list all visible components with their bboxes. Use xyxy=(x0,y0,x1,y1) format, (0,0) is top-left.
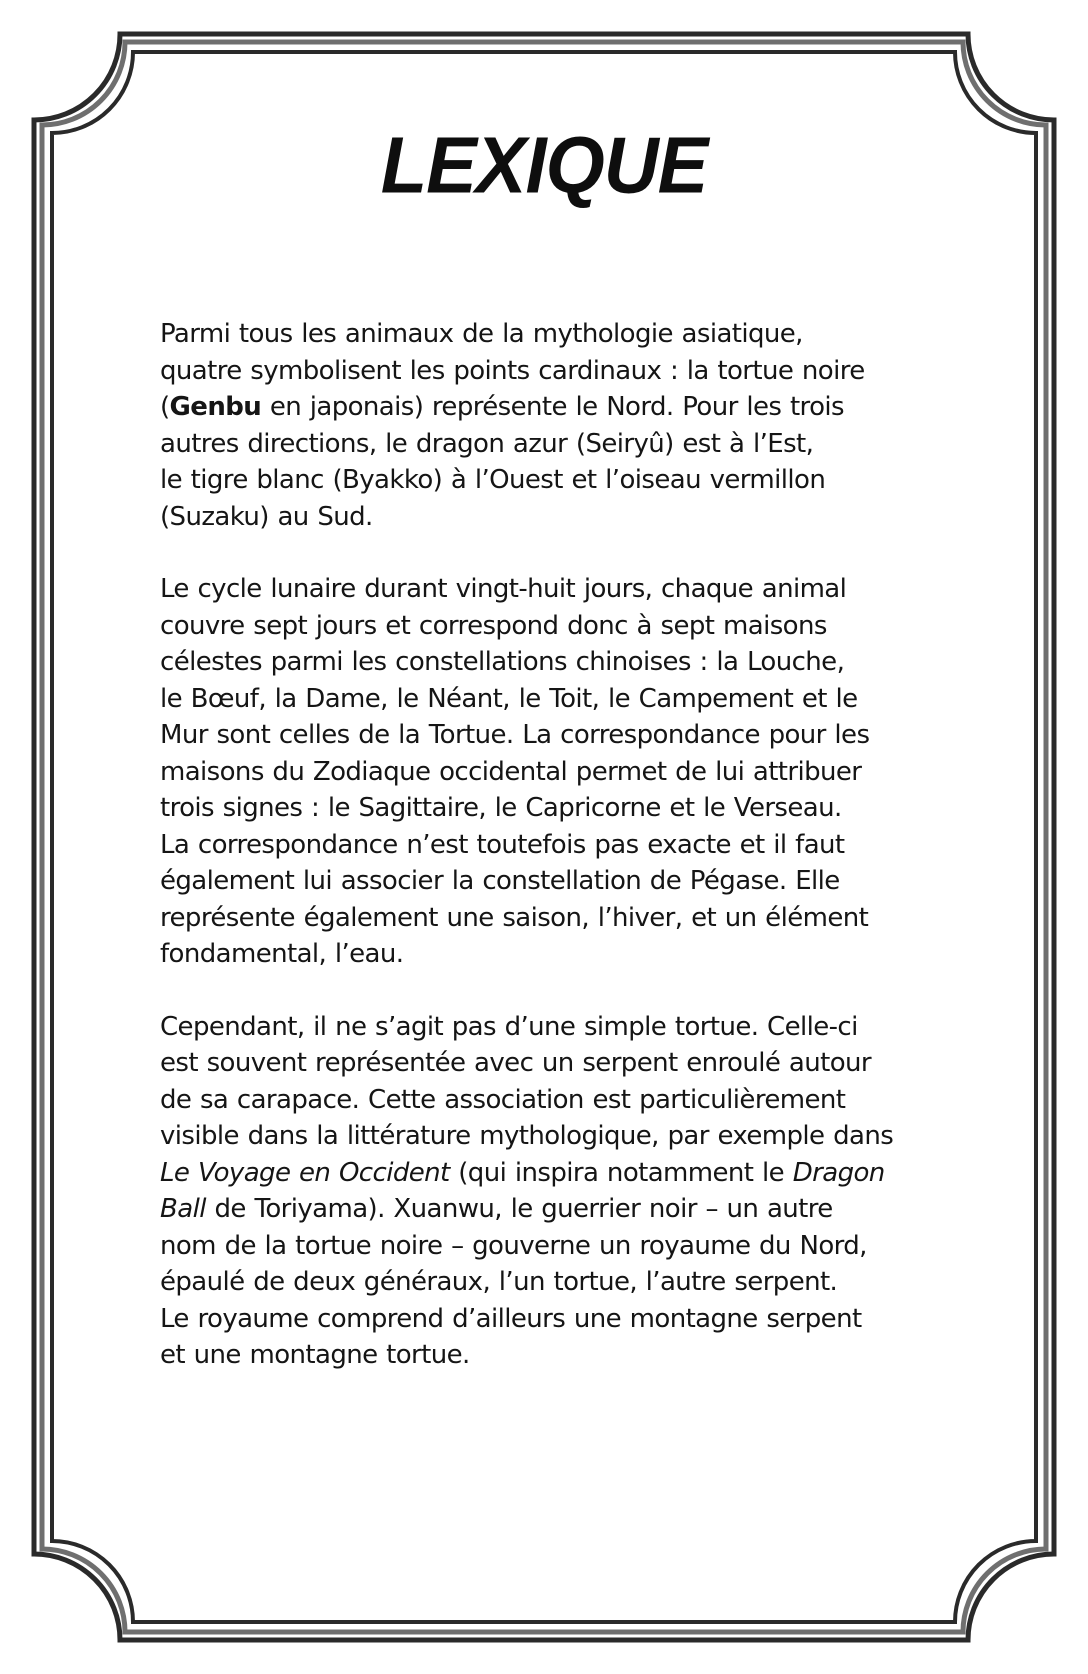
text-segment: couvre sept jours et correspond donc à sept maisons xyxy=(160,610,827,641)
text-line xyxy=(160,389,950,426)
text-line xyxy=(160,827,950,864)
text-segment: quatre symbolisent les points cardinaux : la tortue noire xyxy=(160,355,865,386)
text-line xyxy=(160,1301,950,1338)
text-segment: également lui associer la constellation de Pégase. Elle xyxy=(160,866,840,896)
paragraph-2 xyxy=(160,571,950,973)
text-line xyxy=(160,863,950,900)
text-line xyxy=(160,754,950,791)
text-segment: autres directions, le dragon azur (Seiryû) est à l’Est, xyxy=(160,428,814,459)
text-segment: visible dans la littérature mythologique, par exemple dans xyxy=(160,1121,894,1151)
text-segment: est souvent représentée avec un serpent enroulé autour xyxy=(160,1048,871,1078)
text-line xyxy=(160,1337,950,1374)
text-segment: Mur sont celles de la Tortue. La correspondance pour les xyxy=(160,720,870,750)
text-segment: de sa carapace. Cette association est particulièrement xyxy=(160,1084,846,1115)
text-line xyxy=(160,499,950,536)
text-line xyxy=(160,790,950,827)
text-segment: ( xyxy=(160,392,170,422)
text-segment: épaulé de deux généraux, l’un tortue, l’autre serpent. xyxy=(160,1267,838,1297)
text-segment: célestes parmi les constellations chinoises : la Louche, xyxy=(160,647,845,677)
text-line xyxy=(160,1045,950,1082)
text-line xyxy=(160,426,950,463)
text-line xyxy=(160,900,950,937)
text-segment: fondamental, l’eau. xyxy=(160,939,404,969)
text-line xyxy=(160,571,950,608)
text-line xyxy=(160,462,950,499)
text-segment: le Bœuf, la Dame, le Néant, le Toit, le Campement et le xyxy=(160,683,858,714)
text-segment: en japonais) représente le Nord. Pour les trois xyxy=(261,392,844,422)
text-line xyxy=(160,608,950,645)
text-segment: Le cycle lunaire durant vingt-huit jours, chaque animal xyxy=(160,574,847,604)
text-segment: le tigre blanc (Byakko) à l’Ouest et l’oiseau vermillon xyxy=(160,465,826,495)
text-line xyxy=(160,316,950,353)
text-segment: Cependant, il ne s’agit pas d’une simple tortue. Celle-ci xyxy=(160,1011,858,1042)
paragraph-3 xyxy=(160,1009,950,1374)
text-segment: et une montagne tortue. xyxy=(160,1340,470,1370)
italic-title: Ball xyxy=(160,1194,206,1224)
text-line xyxy=(160,681,950,718)
text-line xyxy=(160,1264,950,1301)
text-segment: nom de la tortue noire – gouverne un royaume du Nord, xyxy=(160,1230,867,1261)
text-line xyxy=(160,717,950,754)
italic-title: Dragon xyxy=(792,1157,885,1188)
text-segment: La correspondance n’est toutefois pas exacte et il faut xyxy=(160,829,845,860)
text-segment: Le royaume comprend d’ailleurs une montagne serpent xyxy=(160,1303,862,1334)
text-line xyxy=(160,1155,950,1192)
text-line xyxy=(160,1082,950,1119)
text-line xyxy=(160,1118,950,1155)
text-segment: représente également une saison, l’hiver, et un élément xyxy=(160,902,869,933)
text-segment: Parmi tous les animaux de la mythologie asiatique, xyxy=(160,319,803,349)
paragraph-1 xyxy=(160,316,950,535)
text-segment: maisons du Zodiaque occidental permet de lui attribuer xyxy=(160,756,862,787)
text-segment: (qui inspira notamment le xyxy=(449,1157,793,1188)
text-line xyxy=(160,1009,950,1046)
text-line xyxy=(160,1228,950,1265)
italic-title: Le Voyage en Occident xyxy=(160,1157,450,1188)
text-segment: de Toriyama). Xuanwu, le guerrier noir – un autre xyxy=(205,1194,833,1224)
lexique-body xyxy=(160,316,950,1374)
page-title: LEXIQUE xyxy=(380,120,708,211)
text-line xyxy=(160,353,950,390)
bold-term: Genbu xyxy=(169,392,262,422)
text-segment: trois signes : le Sagittaire, le Capricorne et le Verseau. xyxy=(160,793,842,823)
text-line xyxy=(160,1191,950,1228)
text-line xyxy=(160,644,950,681)
text-segment: (Suzaku) au Sud. xyxy=(160,501,373,532)
text-line xyxy=(160,936,950,973)
